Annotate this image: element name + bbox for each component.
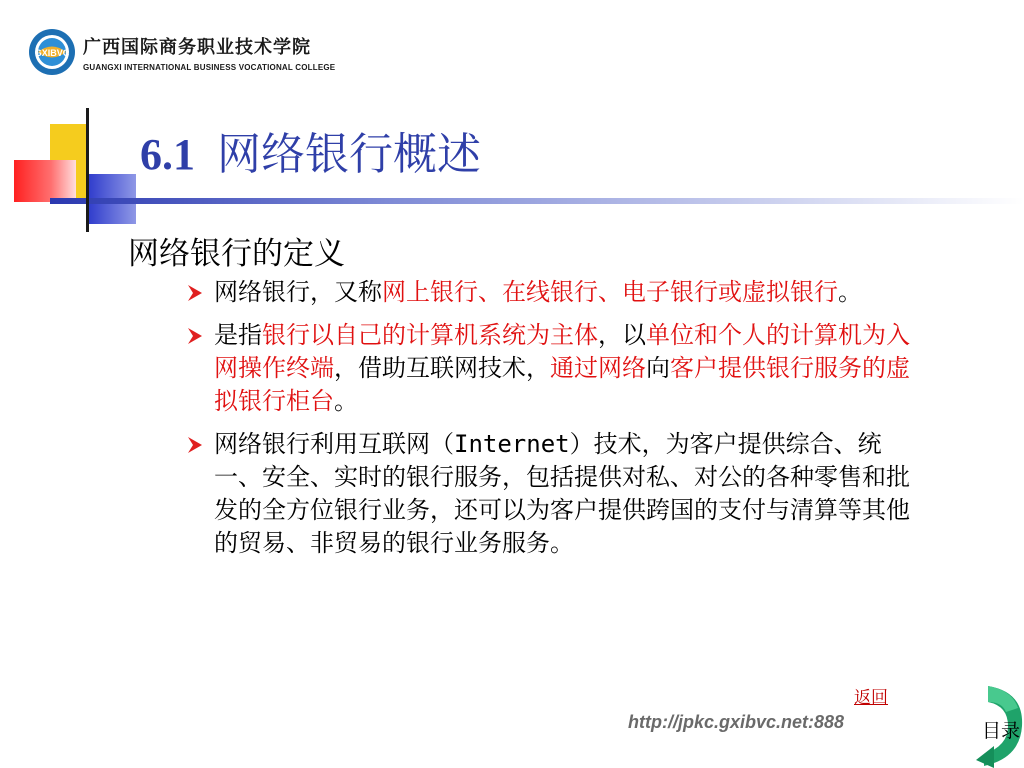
arrow-bullet-icon bbox=[184, 325, 206, 347]
bullet-item-3 bbox=[182, 428, 922, 560]
school-name-cn: 广西国际商务职业技术学院 bbox=[83, 37, 311, 58]
bullet-text: 是指银行以自己的计算机系统为主体，以单位和个人的计算机为入网操作终端，借助互联网技术，通过网络向客户提供银行服务的虚拟银行柜台。 bbox=[214, 321, 910, 415]
section-subheading: 网络银行的定义 bbox=[128, 236, 345, 272]
school-logo bbox=[27, 27, 336, 79]
school-emblem-icon bbox=[27, 27, 77, 77]
toc-label: 目录 bbox=[982, 720, 1021, 742]
school-name-en: GUANGXI INTERNATIONAL BUSINESS VOCATIONAL COLLEGE bbox=[83, 63, 336, 72]
arrow-bullet-icon bbox=[184, 282, 206, 304]
bullet-text: 网络银行利用互联网（Internet）技术，为客户提供综合、统一、安全、实时的银行服务，包括提供对私、对公的各种零售和批发的全方位银行业务，还可以为客户提供跨国的支付与清算等其他的贸易、非贸易的银行业务服务。 bbox=[214, 430, 910, 557]
title-text: 网络银行概述 bbox=[217, 129, 481, 180]
title-number: 6.1 bbox=[140, 130, 195, 179]
slide-title bbox=[140, 118, 481, 182]
bullet-list bbox=[182, 276, 922, 570]
arrow-bullet-icon bbox=[184, 434, 206, 456]
bullet-item-1 bbox=[182, 276, 922, 309]
course-url: http://jpkc.gxibvc.net:888 bbox=[628, 712, 845, 732]
bullet-item-2 bbox=[182, 319, 922, 418]
svg-text:GXIBVC: GXIBVC bbox=[34, 48, 70, 58]
toc-button[interactable] bbox=[972, 682, 1024, 768]
back-link[interactable]: 返回 bbox=[854, 688, 888, 708]
bullet-text: 网络银行，又称网上银行、在线银行、电子银行或虚拟银行。 bbox=[214, 278, 862, 306]
